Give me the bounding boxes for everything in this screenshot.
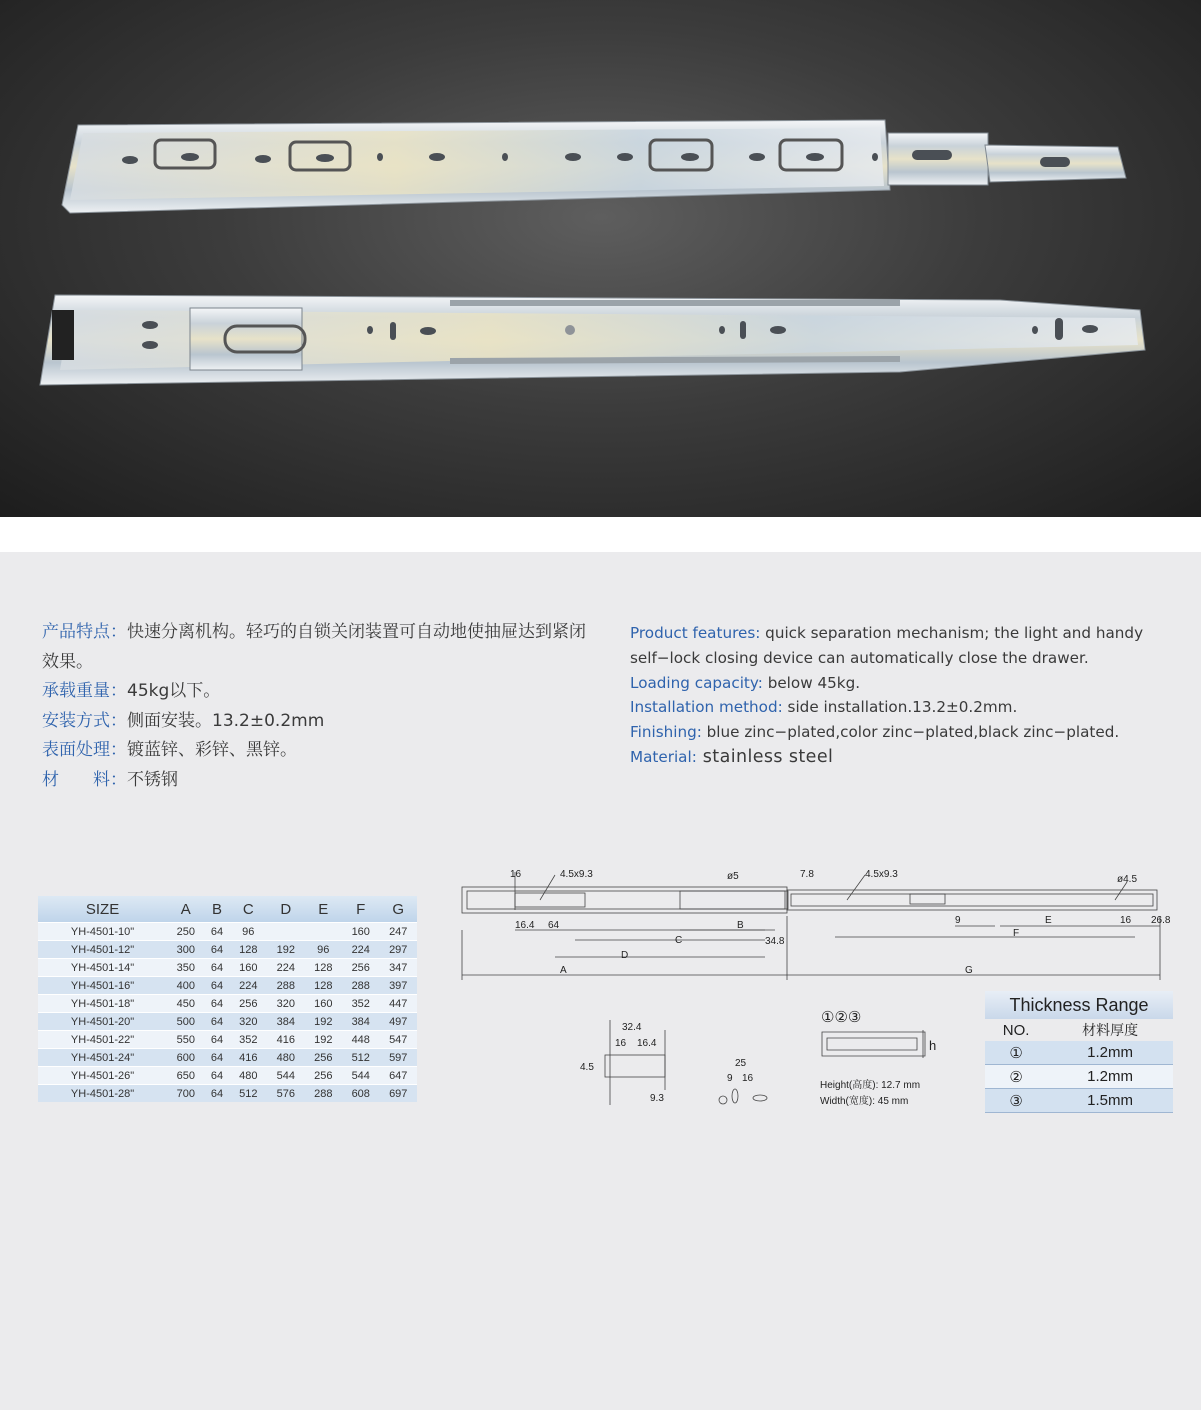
thickness-table [985,991,1173,1113]
value-cell: 288 [305,1085,342,1103]
value-cell: 250 [167,923,204,941]
col-g: G [379,896,417,923]
value-cell: 448 [342,1031,379,1049]
col-b: B [205,896,230,923]
col-f: F [342,896,379,923]
section-marks: ①②③ [821,1009,862,1026]
value-cell: 447 [379,995,417,1013]
dim-a: A [560,965,567,976]
feature-en-3: Installation method: side installation.13.2±0.2mm. [630,698,1018,717]
value-cell: 416 [267,1031,304,1049]
dim-dia5: ø5 [727,871,739,882]
size-table-body [38,923,417,1103]
value-cell: 224 [342,941,379,959]
thickness-col-no: NO. [1002,1021,1030,1039]
feature-cn-2: 承载重量：45kg以下。 [42,681,221,701]
table-row [38,1085,417,1103]
dim-f: F [1013,928,1020,939]
value-cell: 647 [379,1067,417,1085]
value-cell: 480 [230,1067,267,1085]
table-row [38,959,417,977]
table-row [38,1049,417,1067]
dim-26-8: 26.8 [1151,915,1171,926]
drawer-slide-illustration [0,0,1201,517]
value-cell: 64 [205,923,230,941]
size-cell: YH-4501-18" [38,995,167,1013]
value-cell: 700 [167,1085,204,1103]
table-row [38,941,417,959]
detail2-25: 25 [735,1058,747,1069]
size-cell: YH-4501-24" [38,1049,167,1067]
thickness-body [985,1041,1173,1113]
value-cell: 512 [230,1085,267,1103]
value-cell: 400 [167,977,204,995]
size-cell: YH-4501-26" [38,1067,167,1085]
value-cell: 64 [205,1049,230,1067]
value-cell: 256 [342,959,379,977]
detail2-16: 16 [742,1073,754,1084]
table-row [38,923,417,941]
table-row [985,1041,1173,1065]
value-cell: 64 [205,1031,230,1049]
size-table [38,896,417,1102]
value-cell: 697 [379,1085,417,1103]
thickness-no: ① [985,1041,1047,1065]
dim-16-4: 16.4 [515,920,535,931]
value-cell: 347 [379,959,417,977]
value-cell: 128 [305,959,342,977]
product-photo [0,0,1201,517]
thickness-header [985,1019,1173,1041]
table-row [38,1067,417,1085]
value-cell: 547 [379,1031,417,1049]
detail1-32-4: 32.4 [622,1022,642,1033]
value-cell: 192 [267,941,304,959]
top-slide [62,120,1126,213]
value-cell: 192 [305,1031,342,1049]
thickness-value: 1.5mm [1047,1089,1173,1113]
table-row [38,977,417,995]
value-cell [305,923,342,941]
dim-34-8: 34.8 [765,936,785,947]
value-cell: 650 [167,1067,204,1085]
table-row [38,1031,417,1049]
thickness-title: Thickness Range [985,991,1173,1019]
dim-c: C [675,935,683,946]
detail1-9-3: 9.3 [650,1093,664,1104]
value-cell: 192 [305,1013,342,1031]
feature-en-2: Loading capacity: below 45kg. [630,673,861,692]
value-cell: 224 [267,959,304,977]
col-c: C [230,896,267,923]
dim-4-5x9-3b: 4.5x9.3 [865,869,898,880]
size-cell: YH-4501-22" [38,1031,167,1049]
value-cell: 512 [342,1049,379,1067]
value-cell: 64 [205,995,230,1013]
dim-7-8: 7.8 [800,869,814,880]
thickness-value: 1.2mm [1047,1065,1173,1089]
dim-e: E [1045,915,1052,926]
value-cell: 544 [342,1067,379,1085]
value-cell: 288 [267,977,304,995]
height-text: Height(高度): 12.7 mm [820,1080,921,1091]
value-cell: 64 [205,1013,230,1031]
value-cell: 64 [205,977,230,995]
value-cell: 480 [267,1049,304,1067]
value-cell: 160 [342,923,379,941]
feature-en-5: Material: stainless steel [630,746,834,767]
col-a: A [167,896,204,923]
col-e: E [305,896,342,923]
value-cell: 256 [230,995,267,1013]
value-cell: 224 [230,977,267,995]
value-cell: 256 [305,1067,342,1085]
value-cell: 128 [230,941,267,959]
table-row [985,1089,1173,1113]
dim-g: G [965,965,973,976]
value-cell: 64 [205,959,230,977]
value-cell: 128 [305,977,342,995]
table-row [38,995,417,1013]
value-cell: 450 [167,995,204,1013]
value-cell: 160 [305,995,342,1013]
features-english [630,621,1170,770]
table-row [38,1013,417,1031]
value-cell: 320 [230,1013,267,1031]
value-cell: 384 [342,1013,379,1031]
value-cell: 64 [205,941,230,959]
value-cell: 397 [379,977,417,995]
value-cell: 352 [230,1031,267,1049]
value-cell: 64 [205,1085,230,1103]
thickness-col-thick: 材料厚度 [1082,1023,1139,1039]
value-cell: 256 [305,1049,342,1067]
section-h: h [929,1038,937,1053]
detail1-4-5: 4.5 [580,1062,594,1073]
value-cell [267,923,304,941]
dim-9: 9 [955,915,961,926]
dim-d: D [621,950,629,961]
thickness-no: ③ [985,1089,1047,1113]
value-cell: 350 [167,959,204,977]
dim-dia4-5: ø4.5 [1117,874,1138,885]
value-cell: 500 [167,1013,204,1031]
feature-en-4: Finishing: blue zinc−plated,color zinc−plated,black zinc−plated. [630,723,1120,742]
value-cell: 600 [167,1049,204,1067]
size-cell: YH-4501-28" [38,1085,167,1103]
col-d: D [267,896,304,923]
size-cell: YH-4501-16" [38,977,167,995]
table-row [985,1065,1173,1089]
value-cell: 300 [167,941,204,959]
dim-b: B [737,920,744,931]
value-cell: 247 [379,923,417,941]
value-cell: 288 [342,977,379,995]
feature-cn-1: 产品特点：快速分离机构。轻巧的自锁关闭装置可自动地使抽屉达到紧闭效果。 [42,622,586,672]
feature-cn-4: 表面处理：镀蓝锌、彩锌、黑锌。 [42,740,297,760]
dim-64: 64 [548,920,560,931]
value-cell: 352 [342,995,379,1013]
value-cell: 497 [379,1013,417,1031]
value-cell: 160 [230,959,267,977]
size-cell: YH-4501-14" [38,959,167,977]
value-cell: 416 [230,1049,267,1067]
dim-4-5x9-3: 4.5x9.3 [560,869,593,880]
detail1-16: 16 [615,1038,627,1049]
value-cell: 597 [379,1049,417,1067]
size-cell: YH-4501-10" [38,923,167,941]
value-cell: 96 [230,923,267,941]
detail2-9: 9 [727,1073,733,1084]
bottom-slide [40,295,1145,385]
width-text: Width(宽度): 45 mm [820,1096,909,1107]
value-cell: 550 [167,1031,204,1049]
value-cell: 576 [267,1085,304,1103]
value-cell: 544 [267,1067,304,1085]
value-cell: 320 [267,995,304,1013]
feature-en-1: Product features: quick separation mechanism; the light and handy self−lock closing device can automatically close the drawer. [630,624,1144,667]
value-cell: 96 [305,941,342,959]
size-cell: YH-4501-20" [38,1013,167,1031]
dim-16b: 16 [1120,915,1132,926]
col-size: SIZE [38,896,167,923]
value-cell: 384 [267,1013,304,1031]
feature-cn-3: 安装方式：侧面安装。13.2±0.2mm [42,710,325,731]
size-cell: YH-4501-12" [38,941,167,959]
value-cell: 297 [379,941,417,959]
thickness-value: 1.2mm [1047,1041,1173,1065]
thickness-no: ② [985,1065,1047,1089]
detail1-16-4: 16.4 [637,1038,657,1049]
size-table-header [38,896,417,923]
value-cell: 64 [205,1067,230,1085]
dim-16: 16 [510,869,522,880]
value-cell: 608 [342,1085,379,1103]
feature-cn-5: 材 料：不锈钢 [42,769,178,790]
features-chinese [42,618,602,795]
